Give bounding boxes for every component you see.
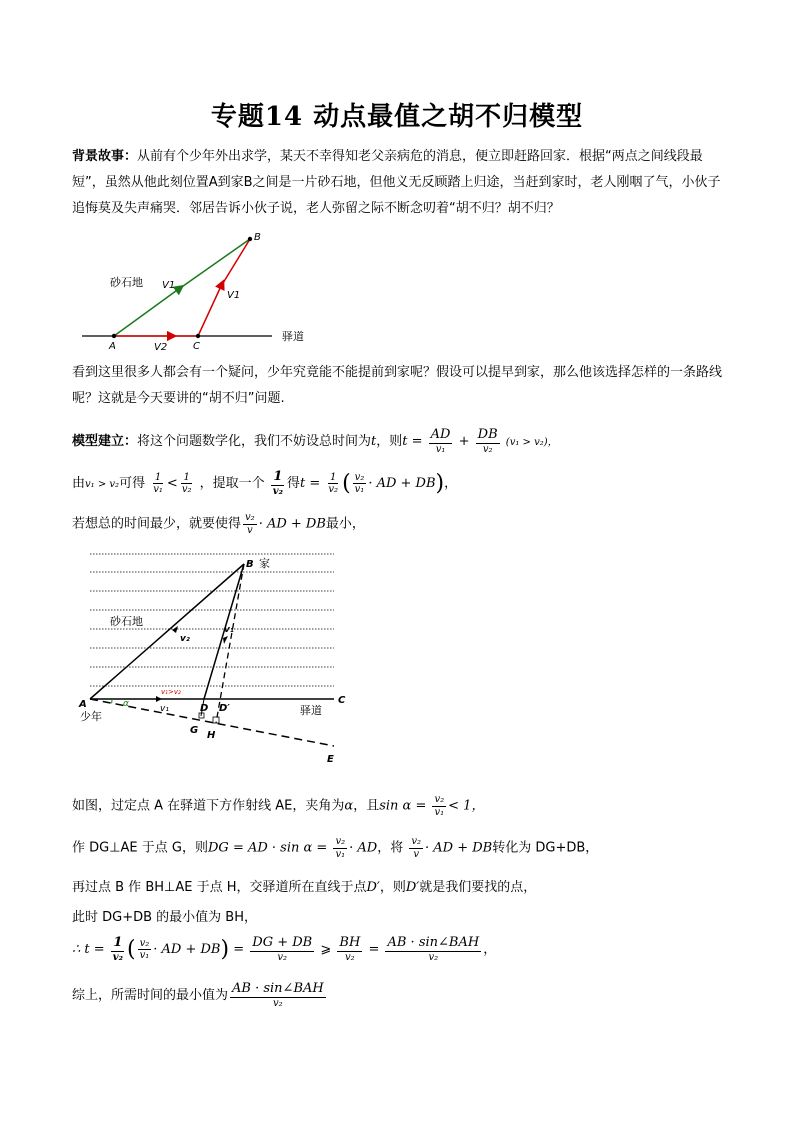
- label-road: 驿道: [282, 330, 304, 343]
- page-title: 专题14 动点最值之胡不归模型: [210, 102, 584, 132]
- story-label: 背景故事：: [72, 149, 138, 164]
- formula1-lhs: t =: [402, 434, 423, 450]
- label-sand: 砂石地: [110, 276, 143, 289]
- green-path-AB-rest: [176, 239, 250, 291]
- frac-v2-v: $\frac{\text{v₂}}{v}$: [245, 512, 255, 536]
- label-Dp: D′: [219, 703, 230, 714]
- figure-2-diagram: [72, 548, 372, 770]
- arrow-v1-on-DB: [223, 636, 228, 644]
- frac-v2-v-2: $\frac{\text{v₂}}{v}$: [411, 836, 422, 860]
- label-A2: A: [79, 699, 87, 710]
- model-text: 将这个问题数学化，我们不妨设总时间为: [137, 434, 372, 450]
- frac-min-time: $\frac{\text{AB · sin∠BAH}}{\text{v₂}}$: [232, 981, 324, 1009]
- model-line-1: [72, 428, 732, 455]
- explain-formula: ∴ t = $\frac{1}{\text{v₂}}$ ( $\frac{\text{v₂}}{\text{v₁}}$ · AD + DB) = $\frac{DG + DB}{\text{v₂}}$ ⩾ $\frac{BH}{\text{v₂}}$ = $\frac{\text{AB · sin∠BAH}}{\text{v₂}}$ ，: [72, 935, 497, 963]
- model-label: 模型建立：: [72, 434, 138, 450]
- label-C2: C: [338, 695, 346, 706]
- explain-line-4: 此时 DG+DB 的最小值为 BH，: [72, 910, 257, 925]
- green-path-AB: [114, 288, 180, 336]
- red-path-CB-rest: [220, 239, 250, 288]
- arrow-v1-on-road: [156, 696, 162, 702]
- label-v1-road: v₁: [160, 704, 169, 714]
- ineq: v₁ > v₂: [85, 479, 120, 491]
- label-C: C: [193, 341, 200, 352]
- explain-line-1: 如图，过定点 A 在驿道下方作射线 AE，夹角为α，且sin α = $\frac{\text{v₂}}{\text{v₁}}$ < 1，: [72, 794, 485, 818]
- label-B2: B: [246, 559, 254, 570]
- point-A-dot: [112, 334, 116, 338]
- frac-sin: $\frac{\text{v₂}}{\text{v₁}}$: [434, 794, 445, 818]
- explain-line-2: 作 DG⊥AE 于点 G，则DG = AD · sin α = $\frac{\text{v₂}}{\text{v₁}}$ · AD，将 $\frac{\text{v₂}}{v}$ · AD + DB转化为 DG+DB，: [72, 836, 599, 860]
- plus-sign: +: [458, 434, 470, 450]
- story-paragraph: [72, 144, 728, 222]
- label-E: E: [327, 754, 334, 765]
- label-sand2: 砂石地: [110, 615, 143, 628]
- frac-DB-v2: $\frac{DB}{\text{v₂}}$: [477, 427, 498, 455]
- label-v2-fig2: v₂: [180, 634, 190, 644]
- frac-dg: $\frac{\text{v₂}}{\text{v₁}}$: [335, 836, 346, 860]
- frac-f3: $\frac{1}{\text{v₂}}$: [328, 471, 339, 496]
- explain-line-3: 再过点 B 作 BH⊥AE 于点 H，交驿道所在直线于点D′，则D′就是我们要找的点，: [72, 880, 537, 895]
- figure-1-diagram: [72, 226, 372, 356]
- line-AB: [90, 564, 244, 699]
- frac-1-v1: $\frac{1}{\text{v₁}}$: [153, 471, 163, 496]
- point-C-dot: [196, 334, 200, 338]
- var-t: t: [371, 434, 377, 450]
- explain-conclusion: 综上，所需时间的最小值为 $\frac{\text{AB · sin∠BAH}}{\text{v₂}}$: [72, 981, 324, 1009]
- label-youth: 少年: [80, 710, 102, 723]
- red-path-CB: [198, 284, 222, 336]
- label-v1-red: V1: [227, 290, 241, 301]
- point-B-dot: [248, 237, 252, 241]
- label-v2: V2: [154, 342, 168, 353]
- label-G: G: [190, 725, 199, 736]
- label-v1-green: V1: [162, 280, 176, 291]
- frac-AD-v1: $\frac{AD}{\text{v₁}}$: [430, 427, 451, 455]
- model-then: ，则: [376, 434, 403, 450]
- label-home: 家: [259, 557, 270, 570]
- label-road2: 驿道: [300, 704, 322, 717]
- label-D: D: [200, 703, 209, 714]
- label-v1-fig2: v₁: [224, 625, 234, 635]
- label-A: A: [109, 341, 116, 352]
- frac-extract: $\frac{1}{\text{v₂}}$: [272, 469, 283, 497]
- story-text: 从前有个少年外出求学，某天不幸得知老父亲病危的消息，便立即赶路回家．根据“两点之间线段最短”，虽然从他此刻位置A到家B之间是一片砂石地，但他义无反顾踏上归途，当赶到家时，老人刚咽了气，小伙子追悔莫及失声痛哭．邻居告诉小伙子说，老人弥留之际不断念叨着“胡不归？胡不归？: [72, 149, 721, 216]
- frac-f3-inner: $\frac{\text{v₂}}{\text{v₁}}$: [354, 471, 365, 496]
- label-B: B: [254, 232, 261, 243]
- model-line-2: 由v₁ > v₂可得 $\frac{1}{\text{v₁}}$ < $\frac{1}{\text{v₂}}$ ，提取一个 $\frac{1}{\text{v₂}}$ 得t = $\frac{1}{\text{v₂}}$ ( $\frac{\text{v₂}}{\text{v₁}}$ · AD + DB)，: [72, 469, 458, 497]
- frac-1-v2: $\frac{1}{\text{v₂}}$: [181, 471, 192, 496]
- model-line-3: 若想总的时间最少，就要使得 $\frac{\text{v₂}}{v}$ · AD + DB最小，: [72, 512, 365, 536]
- question-paragraph: 看到这里很多人都会有一个疑问，少年究竟能不能提前到家呢？假设可以提早到家，那么他该选择怎样的一条路线呢？这就是今天要讲的“胡不归”问题.: [72, 365, 723, 406]
- label-alpha: α: [123, 699, 129, 709]
- label-rel: v₁>v₂: [161, 688, 181, 696]
- formula1-cond: (v₁ > v₂)，: [505, 437, 558, 449]
- label-H: H: [207, 730, 216, 741]
